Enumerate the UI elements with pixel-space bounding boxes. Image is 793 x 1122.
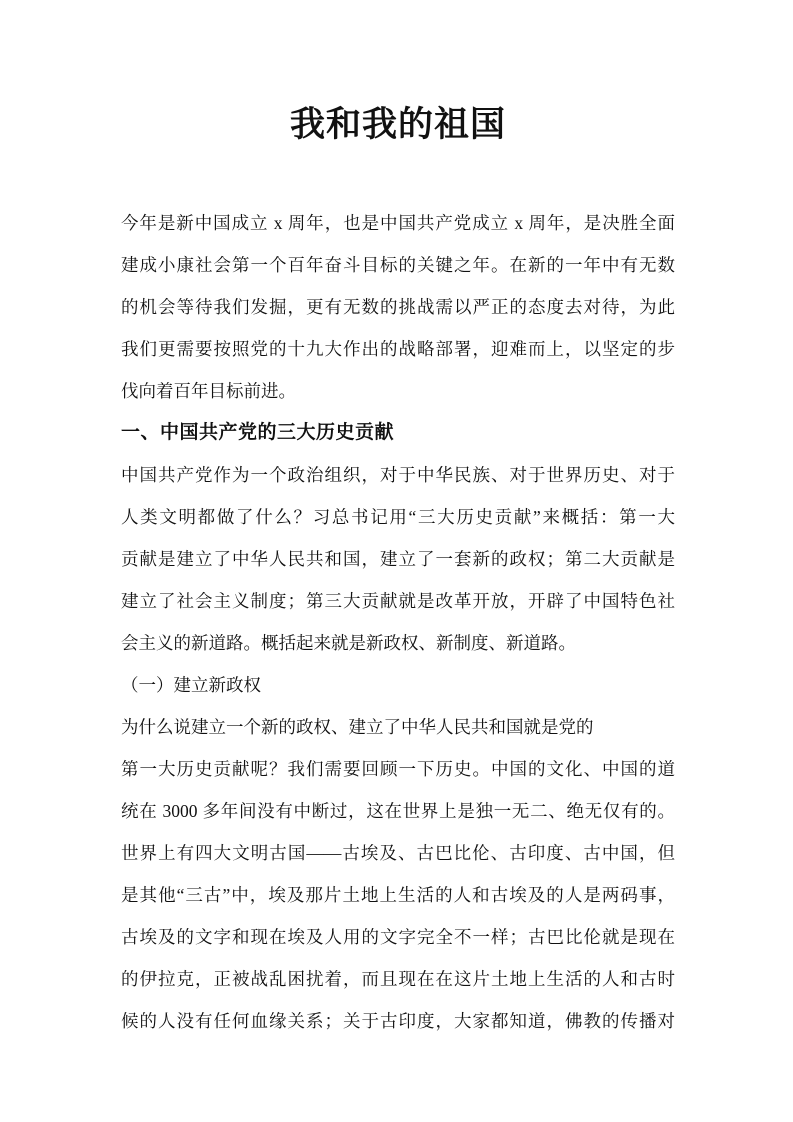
text-line: 伐向着百年目标前进。 xyxy=(121,381,296,401)
paragraph xyxy=(121,706,675,748)
text-line: 建成小康社会第一个百年奋斗目标的关键之年。在新的一年中有无数 xyxy=(121,255,675,275)
text-line: 世界上有四大文明古国——古埃及、古巴比伦、古印度、古中国，但 xyxy=(121,843,675,863)
sub-heading: （一）建立新政权 xyxy=(121,675,261,695)
text-line: 的伊拉克，正被战乱困扰着，而且现在在这片土地上生活的人和古时 xyxy=(121,969,675,989)
paragraph xyxy=(121,748,675,1042)
text-line: 会主义的新道路。概括起来就是新政权、新制度、新道路。 xyxy=(121,633,576,653)
text-line: 建立了社会主义制度；第三大贡献就是改革开放，开辟了中国特色社 xyxy=(121,591,675,611)
document-body xyxy=(121,202,675,1042)
text-line: 贡献是建立了中华人民共和国，建立了一套新的政权；第二大贡献是 xyxy=(121,549,675,569)
paragraph xyxy=(121,202,675,412)
text-line: 为什么说建立一个新的政权、建立了中华人民共和国就是党的 xyxy=(121,717,594,737)
text-line: 候的人没有任何血缘关系；关于古印度，大家都知道，佛教的传播对 xyxy=(121,1011,675,1031)
paragraph xyxy=(121,454,675,664)
text-line: 人类文明都做了什么？习总书记用“三大历史贡献”来概括：第一大 xyxy=(121,507,675,527)
text-line: 中国共产党作为一个政治组织，对于中华民族、对于世界历史、对于 xyxy=(121,465,675,485)
text-line: 第一大历史贡献呢？我们需要回顾一下历史。中国的文化、中国的道 xyxy=(121,759,675,779)
text-line: 的机会等待我们发掘，更有无数的挑战需以严正的态度去对待，为此 xyxy=(121,297,675,317)
text-line: 统在 3000 多年间没有中断过，这在世界上是独一无二、绝无仅有的。 xyxy=(121,801,675,821)
text-line: 古埃及的文字和现在埃及人用的文字完全不一样；古巴比伦就是现在 xyxy=(121,927,675,947)
section-heading: 一、中国共产党的三大历史贡献 xyxy=(121,422,395,443)
document-page xyxy=(121,0,675,1122)
text-line: 我们更需要按照党的十九大作出的战略部署，迎难而上，以坚定的步 xyxy=(121,339,675,359)
text-line: 今年是新中国成立 x 周年，也是中国共产党成立 x 周年，是决胜全面 xyxy=(121,213,675,233)
text-line: 是其他“三古”中，埃及那片土地上生活的人和古埃及的人是两码事， xyxy=(121,885,675,905)
document-title: 我和我的祖国 xyxy=(289,105,506,144)
